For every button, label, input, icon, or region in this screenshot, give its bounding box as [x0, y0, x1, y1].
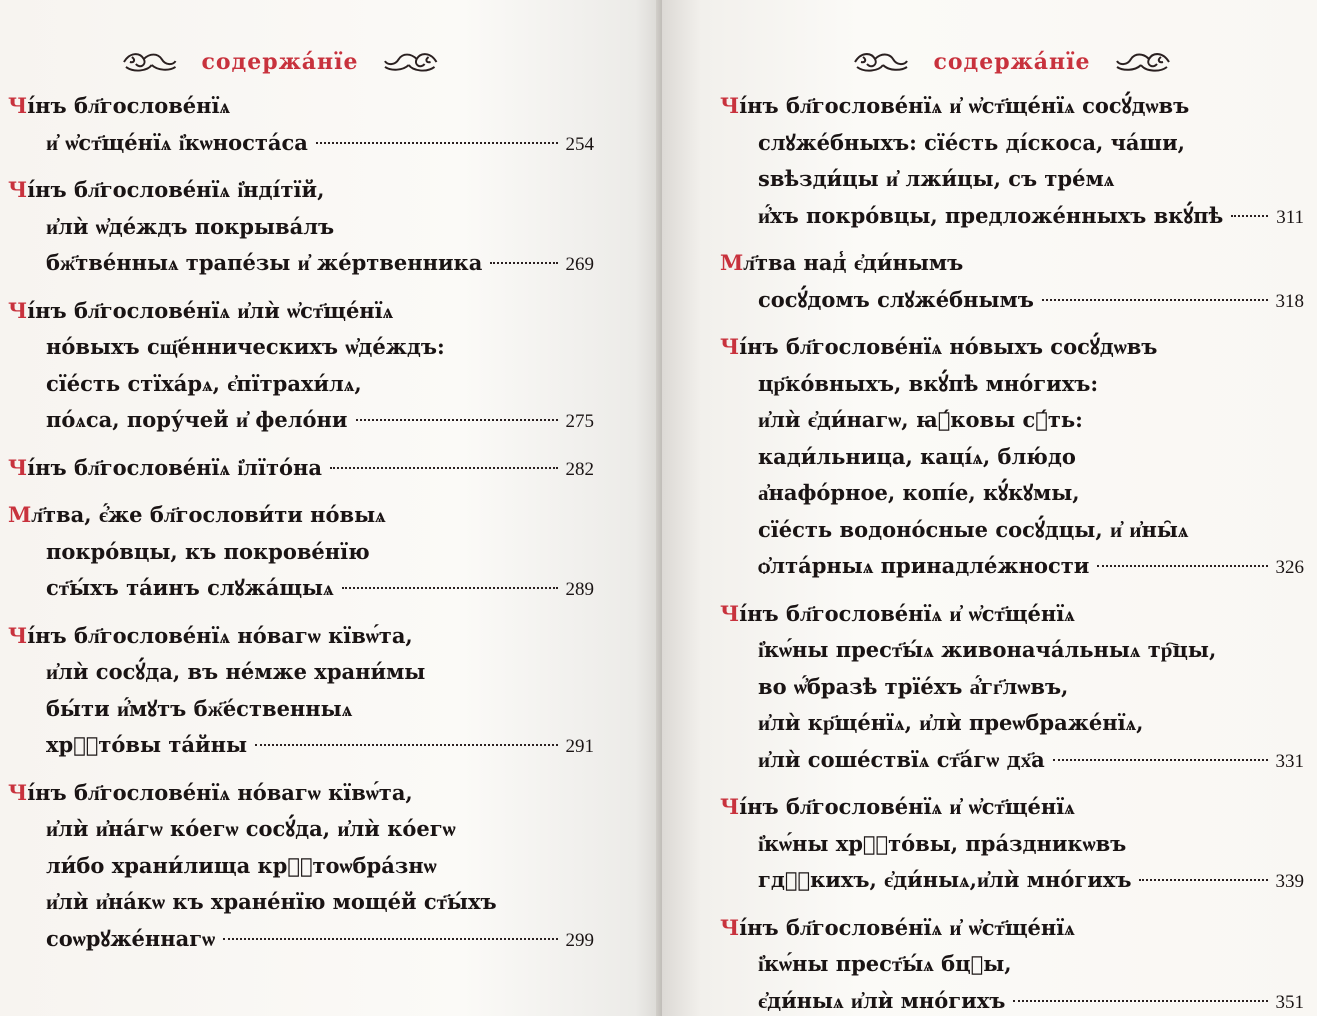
toc-entry-text: і҆кѡ́ны прест҃ы́ѧ живонача́льныѧ тр҇цы,: [758, 637, 1217, 662]
toc-entry-line: [720, 632, 1308, 669]
toc-entry-line: [720, 402, 1308, 439]
toc-entry-text: и҆лѝ и҆на́кѡ къ хране́нїю моще́й ст҃ы́хъ: [46, 889, 497, 914]
toc-entry[interactable]: [720, 245, 1308, 318]
rubric-initial: Ч: [720, 794, 740, 819]
rubric-initial: Ч: [720, 93, 740, 118]
page-number: 291: [565, 736, 594, 757]
toc-entry-line: [720, 669, 1308, 706]
table-of-contents: [720, 88, 1308, 1016]
toc-entry-line: [720, 548, 1308, 585]
toc-entry-line: [8, 329, 598, 366]
page-number: 318: [1275, 290, 1304, 312]
toc-entry-line: [8, 570, 598, 607]
toc-entry[interactable]: [720, 910, 1308, 1016]
page-title: содержа́нїе: [933, 49, 1091, 75]
rubric-initial: М: [8, 502, 32, 527]
page-number: 311: [1276, 206, 1304, 228]
dot-leader: [1053, 759, 1268, 761]
toc-entry-line: [720, 742, 1308, 779]
toc-entry-line: [720, 282, 1308, 319]
page-number: 299: [565, 929, 594, 951]
toc-entry-text: і́нъ бл҃гослове́нїѧ і҆нді́тїй,: [27, 177, 325, 202]
toc-entry-text: і́нъ бл҃гослове́нїѧ и҆ ѡ҆ст҃ще́нїѧ: [739, 794, 1075, 819]
toc-entry-line: [720, 946, 1308, 983]
toc-entry-text: є҆ди́ныѧ и҆лѝ мно́гихъ: [758, 987, 1006, 1013]
dot-leader: [330, 467, 558, 469]
toc-entry-text: і҆кѡ́ны прест҃ы́ѧ бцⷣы,: [758, 951, 1012, 976]
dot-leader: [1139, 879, 1267, 881]
rubric-initial: Ч: [720, 600, 740, 626]
toc-entry[interactable]: [8, 88, 598, 161]
page-number: 326: [1275, 557, 1304, 578]
toc-entry-text: и҆лѝ кр҃ще́нїѧ, и҆лѝ преѡбраже́нїѧ,: [758, 710, 1144, 735]
toc-entry-text: і́нъ бл҃гослове́нїѧ і҆лїто́на: [27, 454, 322, 480]
toc-entry[interactable]: [720, 88, 1308, 234]
toc-entry-line: [8, 884, 598, 921]
toc-entry[interactable]: [720, 596, 1308, 779]
dot-leader: [1097, 565, 1267, 567]
toc-entry-text: а҆нафо́рное, копі́е, кꙋ́кꙋмы,: [758, 480, 1080, 505]
toc-entry-line: [720, 329, 1308, 366]
toc-entry-line: [720, 198, 1308, 235]
dot-leader: [1042, 299, 1268, 301]
toc-entry-line: [8, 88, 598, 125]
toc-entry-line: [720, 439, 1308, 476]
toc-entry-text: ѻ҆лта́рныѧ принадле́жности: [758, 553, 1090, 578]
toc-entry-line: [720, 596, 1308, 633]
toc-entry-text: ли́бо храни́лища крⷭ҇тоѡбра́знѡ: [46, 852, 437, 878]
toc-entry-text: и҆лѝ соше́ствїѧ ст҃а́гѡ дх҃а: [758, 746, 1045, 772]
rubric-initial: Ч: [8, 622, 28, 648]
toc-entry[interactable]: [720, 329, 1308, 585]
toc-entry-text: і́нъ бл҃гослове́нїѧ и҆ ѡ҆ст҃ще́нїѧ: [739, 914, 1075, 940]
toc-entry-line: [8, 172, 598, 209]
page-number: 351: [1275, 991, 1304, 1013]
toc-entry-line: [8, 245, 598, 282]
page-number: 331: [1275, 750, 1304, 772]
toc-entry-line: [720, 789, 1308, 826]
dot-leader: [1013, 1000, 1267, 1002]
toc-entry-text: слꙋже́бныхъ: сїе́сть ді́скоса, ча́ши,: [758, 129, 1185, 155]
toc-entry-line: [8, 921, 598, 958]
scroll-ornament-icon: [120, 49, 179, 75]
toc-entry-line: [720, 245, 1308, 282]
toc-entry-line: [8, 293, 598, 330]
toc-entry-line: [720, 161, 1308, 198]
toc-entry-line: [720, 88, 1308, 125]
toc-entry-text: ст҃ы́хъ та́инъ слꙋжа́щыѧ: [46, 575, 334, 600]
toc-entry-line: [8, 534, 598, 571]
toc-entry-text: ѕвѣзди́цы и҆ лжи́цы, съ тре́мѧ: [758, 166, 1115, 191]
page-title: содержа́нїе: [201, 49, 359, 75]
rubric-initial: Ч: [8, 454, 28, 480]
toc-entry[interactable]: [8, 775, 598, 958]
toc-entry-text: гдⷭ҇кихъ, є҆ди́ныѧ,и҆лѝ мно́гихъ: [758, 867, 1132, 892]
toc-entry-text: л҃тва над̾ є҆ди́нымъ: [743, 250, 964, 275]
toc-entry-text: сїе́сть водоно́сные сосꙋ́дцы, и҆ и҆ны̑ѧ: [758, 516, 1189, 542]
dot-leader: [316, 142, 558, 144]
rubric-initial: Ч: [8, 779, 28, 805]
toc-entry-text: і́нъ бл҃гослове́нїѧ: [27, 93, 231, 118]
toc-entry-text: і́нъ бл҃гослове́нїѧ но́выхъ сосꙋ́дѡвъ: [739, 334, 1158, 359]
toc-entry-text: и҆ ѡ҆ст҃ще́нїѧ і҆кѡноста́са: [46, 129, 308, 155]
page-number: 289: [565, 579, 594, 600]
toc-entry[interactable]: [8, 450, 598, 487]
right-page: [662, 0, 1317, 1016]
toc-entry-text: во ѡ҆́бразѣ трїе́хъ а҆́гг҃лѡвъ,: [758, 673, 1069, 699]
toc-entry-line: [8, 848, 598, 885]
rubric-initial: Ч: [720, 914, 740, 940]
rubric-initial: Ч: [720, 334, 740, 359]
toc-entry-line: [8, 209, 598, 246]
toc-entry-line: [8, 775, 598, 812]
toc-entry-line: [8, 691, 598, 728]
toc-entry-text: і́нъ бл҃гослове́нїѧ и҆лѝ ѡ҆ст҃ще́нїѧ: [27, 297, 394, 323]
toc-entry-line: [720, 826, 1308, 863]
toc-entry-line: [720, 983, 1308, 1016]
toc-entry[interactable]: [8, 497, 598, 607]
toc-entry-text: и҆́хъ покро́вцы, предложе́нныхъ вкꙋ́пѣ: [758, 202, 1224, 228]
toc-entry-line: [8, 402, 598, 439]
toc-entry-text: покро́вцы, къ покрове́нїю: [46, 538, 370, 564]
toc-entry-text: и҆лѝ сосꙋ́да, въ не́мже храни́мы: [46, 659, 426, 684]
toc-entry-text: і́нъ бл҃гослове́нїѧ но́вагѡ кївѡ́та,: [27, 622, 413, 648]
toc-entry-text: і́нъ бл҃гослове́нїѧ и҆ ѡ҆ст҃ще́нїѧ: [739, 600, 1075, 626]
rubric-initial: Ч: [8, 297, 28, 323]
left-page-header: [120, 42, 440, 82]
rubric-initial: Ч: [8, 177, 28, 202]
toc-entry-text: соѡрꙋже́ннагѡ: [46, 925, 216, 951]
toc-entry-text: л҃тва, є҆́же бл҃гослови́ти но́выѧ: [31, 502, 386, 527]
toc-entry-line: [8, 727, 598, 764]
page-number: 275: [565, 411, 594, 432]
toc-entry-text: по́ѧса, пору́чей и҆ фело́ни: [46, 407, 348, 432]
dot-leader: [1231, 215, 1268, 217]
toc-entry-text: и҆лѝ и҆на́гѡ ко́егѡ сосꙋ́да, и҆лѝ ко́егѡ: [46, 816, 456, 841]
toc-entry-text: і́нъ бл҃гослове́нїѧ и҆ ѡ҆ст҃ще́нїѧ сосꙋ́дѡвъ: [739, 93, 1190, 118]
scroll-ornament-icon: [1113, 49, 1173, 75]
page-number: 269: [565, 254, 594, 275]
toc-entry-line: [720, 910, 1308, 947]
toc-entry-text: хрⷭ҇то́вы та́йны: [46, 732, 247, 757]
toc-entry-line: [8, 811, 598, 848]
toc-entry[interactable]: [720, 789, 1308, 899]
toc-entry[interactable]: [8, 172, 598, 282]
dot-leader: [255, 744, 558, 746]
dot-leader: [223, 938, 557, 940]
table-of-contents: [8, 88, 598, 968]
toc-entry-text: кади́льница, каці́ѧ, блю́до: [758, 443, 1076, 469]
toc-entry-text: сїе́сть стїха́рѧ, є҆пїтрахи́лѧ,: [46, 370, 362, 396]
dot-leader: [342, 587, 558, 589]
toc-entry-line: [8, 654, 598, 691]
toc-entry-line: [720, 125, 1308, 162]
toc-entry[interactable]: [8, 293, 598, 439]
toc-entry-text: цр҃ко́вныхъ, вкꙋ́пѣ мно́гихъ:: [758, 370, 1099, 396]
toc-entry-text: бы́ти и҆́мꙋтъ бж҃е́ственныѧ: [46, 695, 353, 721]
page-number: 254: [565, 133, 594, 155]
page-number: 282: [565, 458, 594, 480]
toc-entry-line: [720, 705, 1308, 742]
toc-entry-line: [720, 366, 1308, 403]
toc-entry-line: [8, 450, 598, 487]
toc-entry[interactable]: [8, 618, 598, 764]
toc-entry-text: і҆кѡ́ны хрⷭ҇то́вы, пра́здникѡвъ: [758, 830, 1127, 856]
page-number: 339: [1275, 871, 1304, 892]
toc-entry-text: но́выхъ сщ҃е́нническихъ ѡ҆де́ждъ:: [46, 334, 445, 359]
toc-entry-line: [8, 366, 598, 403]
toc-entry-text: и҆лѝ є҆ди́нагѡ, ꙗ҆́ковы сꙋ́ть:: [758, 407, 1083, 432]
toc-entry-text: і́нъ бл҃гослове́нїѧ но́вагѡ кївѡ́та,: [27, 779, 413, 805]
toc-entry-line: [720, 862, 1308, 899]
toc-entry-text: и҆лѝ ѡ҆де́ждъ покрыва́лъ: [46, 213, 335, 239]
scroll-ornament-icon: [851, 49, 911, 75]
toc-entry-text: сосꙋ́домъ слꙋже́бнымъ: [758, 286, 1034, 312]
toc-entry-line: [720, 512, 1308, 549]
toc-entry-line: [8, 618, 598, 655]
dot-leader: [356, 419, 558, 421]
right-page-header: [842, 42, 1182, 82]
toc-entry-text: бж҃тве́нныѧ трапе́зы и҆ же́ртвенника: [46, 250, 483, 275]
dot-leader: [490, 262, 557, 264]
scroll-ornament-icon: [381, 49, 440, 75]
toc-entry-line: [8, 125, 598, 162]
rubric-initial: М: [720, 250, 744, 275]
toc-entry-line: [8, 497, 598, 534]
toc-entry-line: [720, 475, 1308, 512]
rubric-initial: Ч: [8, 93, 28, 118]
